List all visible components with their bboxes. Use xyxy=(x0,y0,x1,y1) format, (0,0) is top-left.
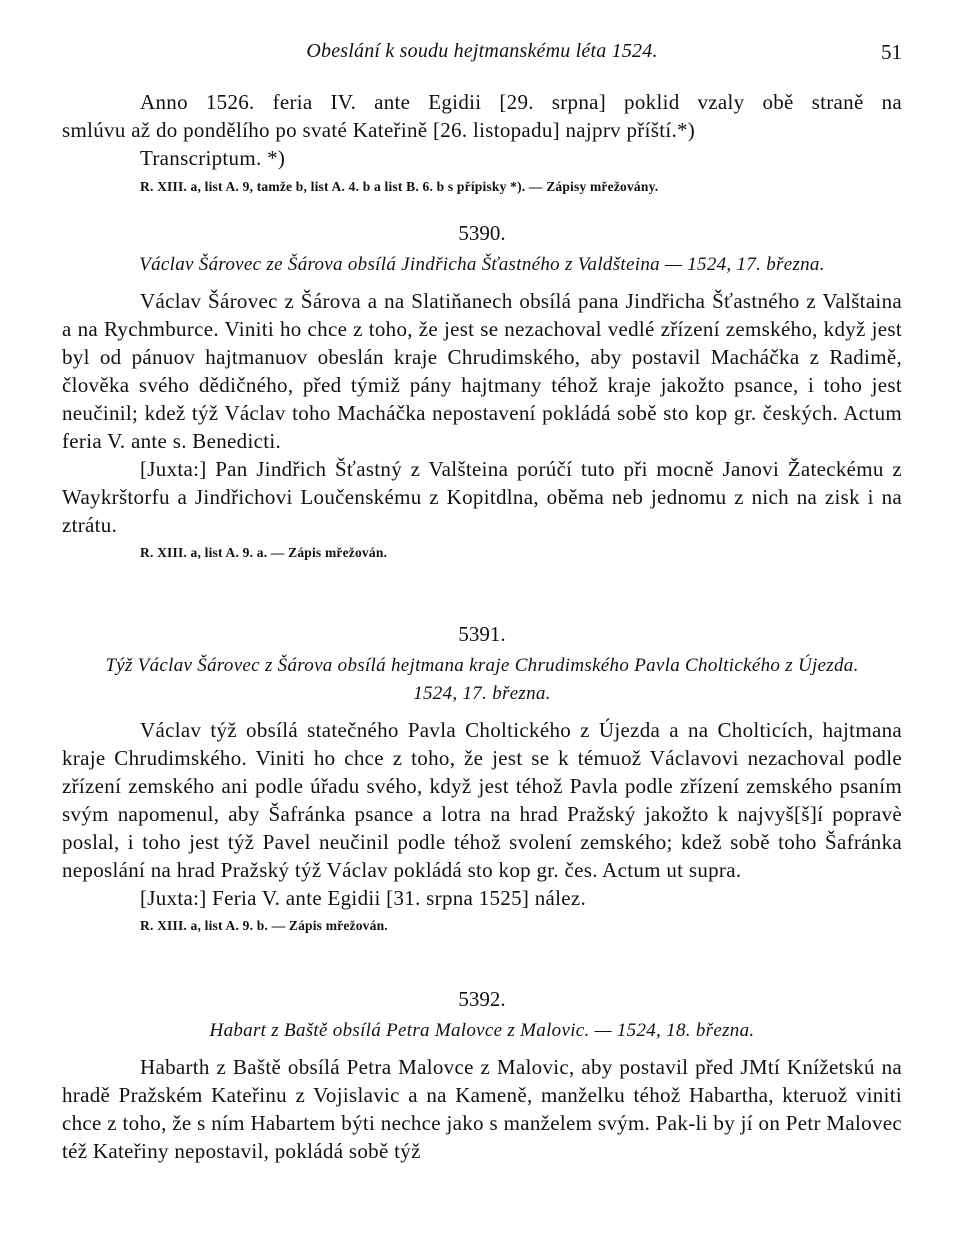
archival-note: R. XIII. a, list A. 9. a. — Zápis mřežován. xyxy=(140,545,388,560)
entry-paragraph: Václav Šárovec z Šárova a na Slatiňanech obsílá pana Jindřicha Šťastného z Valštaina a na Rychmburce. Viniti ho chce z toho, že jest se nezachoval vedlé zřízení zemského, když jest byl od pánuov hajtmanuov obeslán kraje Chrudimského, aby postavil Macháčka z Radimě, člověka svého dědičného, před týmiž pány hajtmany téhož kraje jakožto psance, i toho jest neučinil; kdež týž Václav toho Macháčka nepostavení pokládá sobě sto kop gr. českých. Actum feria V. ante s. Benedicti. xyxy=(62,289,902,453)
archival-note: R. XIII. a, list A. 9. b. — Zápis mřežován. xyxy=(140,918,388,933)
document-page xyxy=(62,0,902,1239)
intro-line-3: Transcriptum. *) xyxy=(140,146,286,170)
entry-heading: Václav Šárovec ze Šárova obsílá Jindřicha Šťastného z Valdšteina — 1524, 17. března. xyxy=(139,254,825,275)
running-title: Obeslání k soudu hejtmanskému léta 1524. xyxy=(306,40,658,62)
entry-number: 5391. xyxy=(458,622,506,646)
entry-5392 xyxy=(62,985,902,1165)
entry-heading: Habart z Baště obsílá Petra Malovce z Malovic. — 1524, 18. března. xyxy=(209,1020,755,1041)
entry-heading: Týž Václav Šárovec z Šárova obsílá hejtmana kraje Chrudimského Pavla Choltického z Újezda. xyxy=(105,655,859,676)
entry-heading-date: 1524, 17. března. xyxy=(413,683,551,704)
intro-line-1: Anno 1526. feria IV. ante Egidii [29. srpna] poklid vzaly obě straně na xyxy=(140,90,902,114)
entry-5390 xyxy=(62,219,902,563)
running-header xyxy=(62,40,902,68)
entry-paragraph: [Juxta:] Pan Jindřich Šťastný z Valšteina porúčí tuto při mocně Janovi Žateckému z Waykrštorfu a Jindřichovi Loučenskému z Kopitdlna, oběma neb jednomu z nich na zisk i na ztrátu. xyxy=(62,457,902,537)
entry-paragraph: [Juxta:] Feria V. ante Egidii [31. srpna 1525] nález. xyxy=(140,886,587,910)
intro-line-2: smlúvu až do pondělího po svaté Kateřině [26. listopadu] najprv příští.*) xyxy=(62,118,696,142)
entry-paragraph: Habarth z Baště obsílá Petra Malovce z Malovic, aby postavil před JMtí Knížetskú na hradě Pražském Kateřinu z Vojislavic a na Kameně, manželku téhož Habartha, kteruož viniti chce z toho, že s ním Habartem býti nechce jako s manželem svým. Pak-li by jí on Petr Malovec též Kateřiny nepostavil, pokládá sobě týž xyxy=(62,1055,902,1163)
entry-number: 5392. xyxy=(458,987,506,1011)
entry-5391 xyxy=(62,620,902,936)
page-number: 51 xyxy=(881,40,902,64)
entry-paragraph: Václav týž obsílá statečného Pavla Choltického z Újezda a na Cholticích, hajtmana kraje Chrudimského. Viniti ho chce z toho, že jest se k témuož Václavovi nezachoval podle zřízení zemského ani podle úřadu svého, když jest téhož Pavla podle zřízení zemského psaním svým napomenul, aby Šafránka psance a lotra na hrad Pražský jakožto k najvyš[š]í popravè poslal, i toho jest týž Pavel neučinil podle téhož svolení zemského; kdež sobě toho Šafránka neposlání na hrad Pražský týž Václav pokládá sto kop gr. čes. Actum ut supra. xyxy=(62,718,902,882)
entry-number: 5390. xyxy=(458,221,506,245)
intro-block xyxy=(62,88,902,197)
intro-archival-note: R. XIII. a, list A. 9, tamže b, list A. 4. b a list B. 6. b s přípisky *). — Zápisy mřežovány. xyxy=(140,179,659,194)
